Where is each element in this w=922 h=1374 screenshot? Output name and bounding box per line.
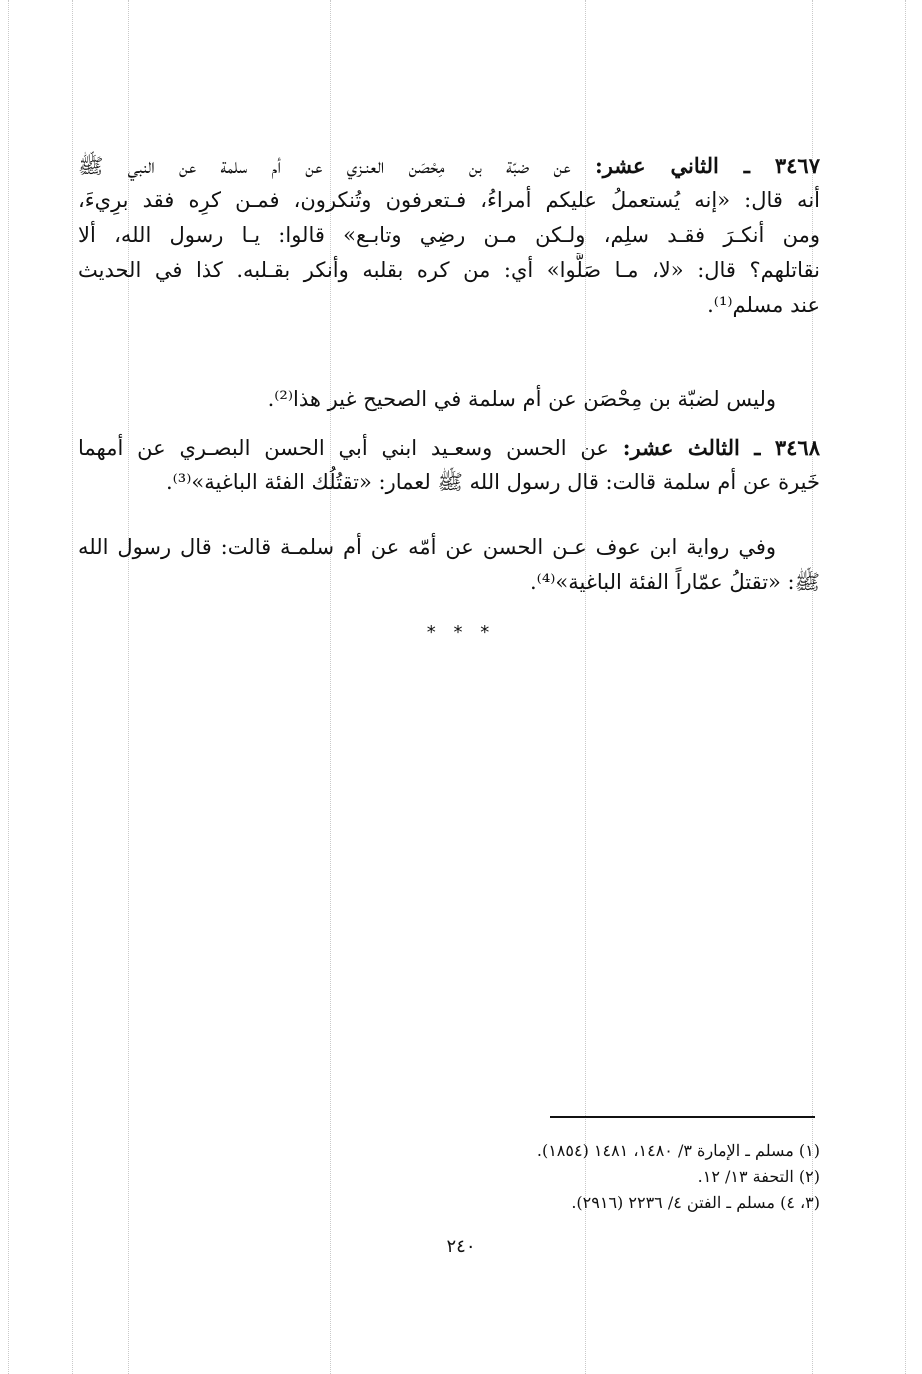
hadith-3467-note [78, 382, 820, 417]
note-line: وليس لضبّة بن مِحْصَن عن أم سلمة في الصحيح غير هذا⁽²⁾. [267, 387, 776, 411]
hadith-number-label: ٣٤٦٨ ـ الثالث عشر: [622, 435, 820, 460]
hadith-3467 [78, 148, 820, 323]
footnote: (٣، ٤) مسلم ـ الفتن ٤/ ٢٢٣٦ (٢٩١٦). [571, 1193, 820, 1212]
hadith-line [78, 430, 820, 465]
scan-guide-line [72, 0, 73, 1374]
scan-guide-line [905, 0, 906, 1374]
hadith-line [78, 148, 820, 183]
hadith-text: عن الحسن وسعـيد ابني أبي الحسن البصـري عن أمهما [78, 436, 609, 460]
page-number: ٢٤٠ [446, 1236, 476, 1257]
hadith-line: ومن أنكـرَ فقـد سلِم، ولـكن مـن رضِي وتابـع» قالوا: يـا رسول الله، ألا [78, 223, 820, 247]
footnote: (١) مسلم ـ الإمارة ٣/ ١٤٨٠، ١٤٨١ (١٨٥٤). [536, 1141, 820, 1160]
section-separator: * * * [426, 622, 496, 643]
hadith-text: عن ضبّة بن مِحْصَن العنـزي عن أم سلمة عن النبي ﷺ [78, 154, 571, 178]
hadith-line: عند مسلم⁽¹⁾. [707, 293, 820, 317]
scan-guide-line [8, 0, 9, 1374]
hadith-3468-variant [78, 530, 820, 600]
hadith-line: خَيرة عن أم سلمة قالت: قال رسول الله ﷺ لعمار: «تقتُلُك الفئة الباغية»⁽³⁾. [165, 470, 820, 494]
footnote: (٢) التحفة ١٣/ ١٢. [697, 1167, 820, 1186]
hadith-3468 [78, 430, 820, 500]
hadith-number-label: ٣٤٦٧ ـ الثاني عشر: [594, 153, 820, 178]
hadith-line: نقاتلهم؟ قال: «لا، مـا صَلَّوا» أي: من كره بقلبه وأنكر بقـلبه. كذا في الحديث [78, 258, 820, 282]
variant-line: ﷺ: «تقتلُ عمّاراً الفئة الباغية»⁽⁴⁾. [529, 570, 820, 594]
footnotes [300, 1138, 820, 1216]
variant-line: وفي رواية ابن عوف عـن الحسن عن أمّه عن أم سلمـة قالت: قال رسول الله [78, 535, 776, 559]
footnote-rule [550, 1116, 815, 1118]
hadith-line: أنه قال: «إنه يُستعملُ عليكم أمراءُ، فـتعرفون وتُنكرون، فمـن كرِه فقد برِيءَ، [78, 188, 820, 212]
